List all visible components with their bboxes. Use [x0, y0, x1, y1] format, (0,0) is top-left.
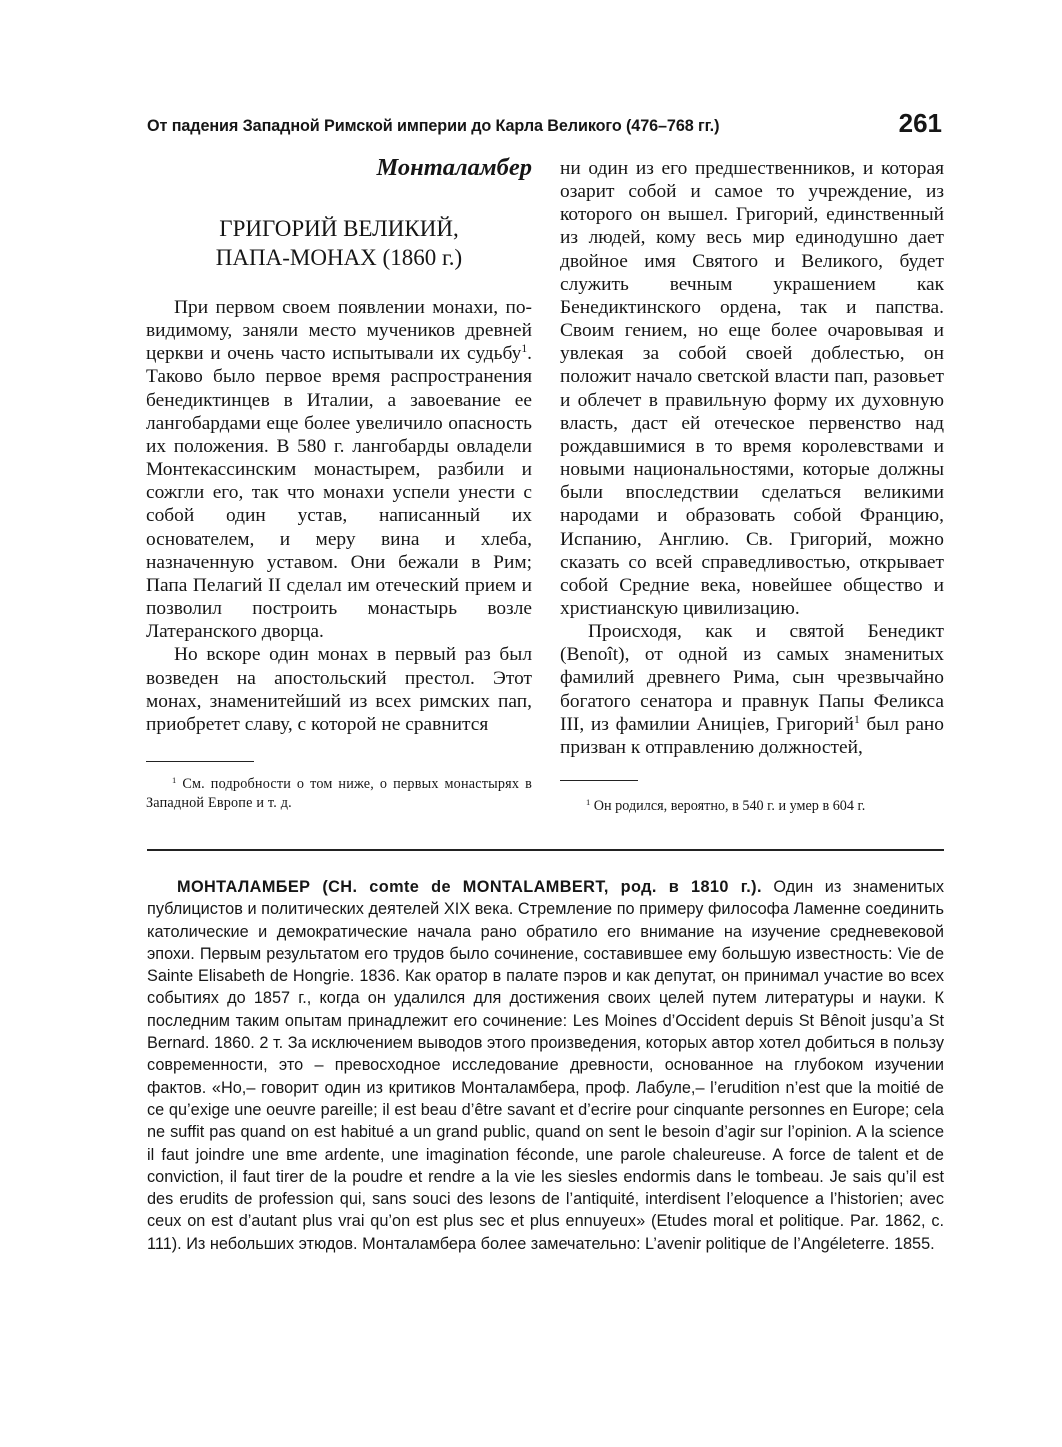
footnote-right-text: Он родился, вероятно, в 540 г. и умер в 604 г. — [590, 798, 866, 814]
footnote-left-text: См. подробности о том ниже, о первых монастырях в Западной Европе и т. д. — [146, 776, 532, 811]
left-paragraph-1-text-b: . Таково было первое время распространения бенедиктинцев в Италии, а завоевание ее лангобардами еще более увеличило опасность их положения. В 580 г. лангобарды овладели Монтекассинским монастырем, разбили и сожгли его, так что монахи успели унести с собой один устав, написанный их основателем, и меру вина и хлеба, назначенную уставом. Они бежали в Рим; Папа Пелагий II сделал им отеческий прием и позволил построить монастырь возле Латеранского дворца. — [146, 343, 532, 643]
right-paragraph-2-text-a: Происходя, как и святой Бенедикт (Benoît), от одной из самых знаменитых фамилий древнего Рима, сын чрезвычайно богатого сенатора и правнук Папы Феликса III, из фамилии Аницiев, Григорий — [560, 621, 944, 735]
footnote-left — [146, 775, 532, 813]
right-paragraph-2-text-b: был рано призван к отправлению должностей, — [560, 713, 945, 758]
footnote-right — [560, 797, 944, 816]
footnote-marker: 1 — [586, 796, 591, 807]
article-title-line-2: ПАПА-МОНАХ (1860 г.) — [215, 245, 463, 270]
article-author: Монталамбер — [376, 154, 532, 181]
left-column — [146, 296, 532, 736]
running-title: От падения Западной Римской империи до Карла Великого (476–768 гг.) — [147, 117, 720, 135]
footnote-rule-right — [560, 780, 638, 781]
left-paragraph-1-text-a: При первом своем появлении монахи, по-видимому, заняли место мучеников древней церкви и очень часто испытывали их судьбу — [146, 297, 532, 365]
right-column — [560, 157, 944, 759]
article-title-line-1: ГРИГОРИЙ ВЕЛИКИЙ, — [219, 216, 459, 241]
biography-heading: МОНТАЛАМБЕР (CH. comte de MONTALAMBERT, род. в 1810 г.). — [177, 878, 762, 896]
page-number: 261 — [898, 108, 942, 138]
footnote-rule-left — [146, 761, 254, 762]
page-header — [147, 108, 944, 144]
right-paragraph-continued: ни один из его предшественников, и которая озарит собой и самое то учреждение, из которого он вышел. Григорий, единственный из людей, кому весь мир единодушно дает двойное имя Святого и Великого, будет служить вечным украшением как Бенедиктинского ордена, так и папства. Своим гением, но еще более очаровывая и увлекая за собой своей доблестью, он положит начало светской власти пап, разовьет и облечет в правильную форму их духовную власть, даст ей отеческое первенство над рождавшимися в то время королевствами и новыми национальностями, которые должны были впоследствии сделаться великими народами и образовать собой Францию, Испанию, Англию. Св. Григорий, можно сказать со всей справедливостью, открывает собой Средние века, новейшее общество и христианскую цивилизацию. — [560, 158, 944, 619]
section-divider — [147, 849, 944, 851]
footnote-ref: 1 — [853, 712, 860, 726]
biography-text: Один из знаменитых публицистов и политических деятелей XIX века. Стремление по примеру философа Ламенне соединить католические и демократические начала рано обратило его внимание на изучение средневековой эпохи. Первым результатом его трудов было сочинение, составившее ему большую известность: Vie de Sainte Elisabeth de Hongrie. 1836. Как оратор в палате пэров и как депутат, он принимал участие во всех событиях до 1857 г., когда он удалился для достижения своих целей путем литературы и науки. К последним таким опытам принадлежит его сочинение: Les Moines d’Occident depuis St Bênoit jusqu’a St Bernard. 1860. 2 т. За исключением выводов этого произведения, которых автор хотел добиться в пользу современности, это – превосходное исследование древности, основанное на глубоком изучении фактов. «Но,– говорит один из критиков Монталамбера, проф. Лабуле,– l’erudition n’est que la moitié de ce qu’exige une oeuvre pareille; il est beau d’être savant et d’ecrire pour cinquante personnes en Europe; cela ne suffit pas quand on est habitué a un grand public, quand on sent le besoin d’agir sur l’opinion. A la science il faut joindre une вme ardente, une imagination féconde, une parole chaleureuse. A force de talent et de conviction, il faut tirer de la poudre et rendre a la vie les siesles endormis dans le tombeau. Je sais qu’il est des erudits de profession qui, sans souci des leзons de l’antiquité, interdisent l’eloquence a l’historien; avec ceux on est d’autant plus vrai qu’on est plus sec et plus ennuyeux» (Etudes moral et politique. Par. 1862, с. 111). Из небольших этюдов. Монталамбера более замечательно: L’avenir politique de l’Angéleterre. 1855. — [147, 878, 944, 1253]
footnote-marker: 1 — [172, 774, 177, 785]
right-paragraph-2 — [560, 620, 944, 759]
left-paragraph-2: Но вскоре один монах в первый раз был возведен на апостольский престол. Этот монах, знаменитейший из всех римских пап, приобретет славу, с которой не сравнится — [146, 644, 532, 735]
author-biography — [147, 876, 944, 1255]
left-paragraph-1 — [146, 296, 532, 643]
footnote-ref: 1 — [521, 342, 528, 356]
article-title — [146, 214, 532, 272]
